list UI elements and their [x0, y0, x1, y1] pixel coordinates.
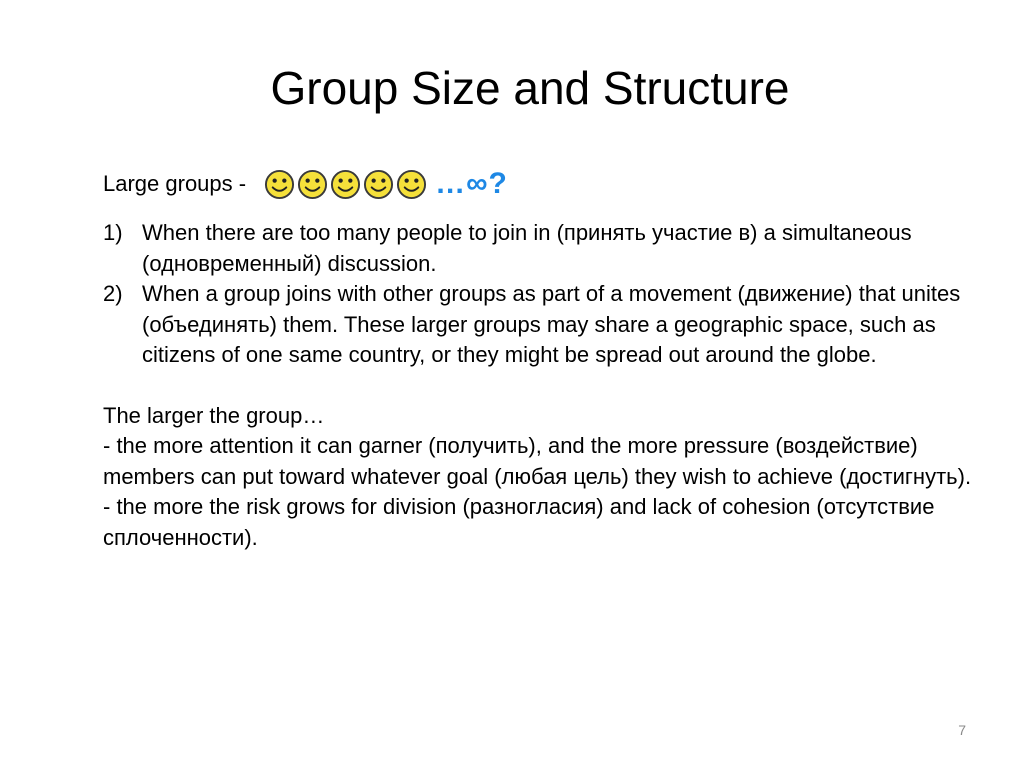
smiley-icon — [264, 169, 295, 200]
smiley-group — [264, 169, 429, 200]
large-groups-label: Large groups - — [103, 170, 247, 196]
smiley-icon — [363, 169, 394, 200]
large-groups-row — [103, 162, 973, 206]
reasons-list — [103, 218, 973, 371]
larger-group-point-2: - the more the risk grows for division (разногласия) and lack of cohesion (отсутствие сплоченности). — [103, 494, 935, 550]
slide-body — [103, 162, 973, 553]
larger-group-point-1: - the more attention it can garner (получить), and the more pressure (воздействие) members can put toward whatever goal (любая цель) they wish to achieve (достигнуть). — [103, 433, 972, 489]
spacer — [103, 371, 973, 401]
smiley-icon — [396, 169, 427, 200]
page-number: 7 — [958, 722, 966, 738]
list-item-number: 2) — [103, 281, 123, 306]
list-item — [103, 279, 973, 371]
larger-group-heading: The larger the group… — [103, 402, 325, 428]
list-item-number: 1) — [103, 220, 123, 245]
list-item — [103, 218, 973, 279]
slide-title: Group Size and Structure — [270, 62, 790, 114]
list-item-text: When there are too many people to join in (принять участие в) a simultaneous (одновременный) discussion. — [142, 220, 912, 276]
list-item-text: When a group joins with other groups as part of a movement (движение) that unites (объединять) them. These larger groups may share a geographic space, such as citizens of one same country, or they might be spread out around the globe. — [142, 281, 961, 367]
infinity-text: …∞? — [435, 166, 508, 200]
smiley-icon — [297, 169, 328, 200]
smiley-icon — [330, 169, 361, 200]
